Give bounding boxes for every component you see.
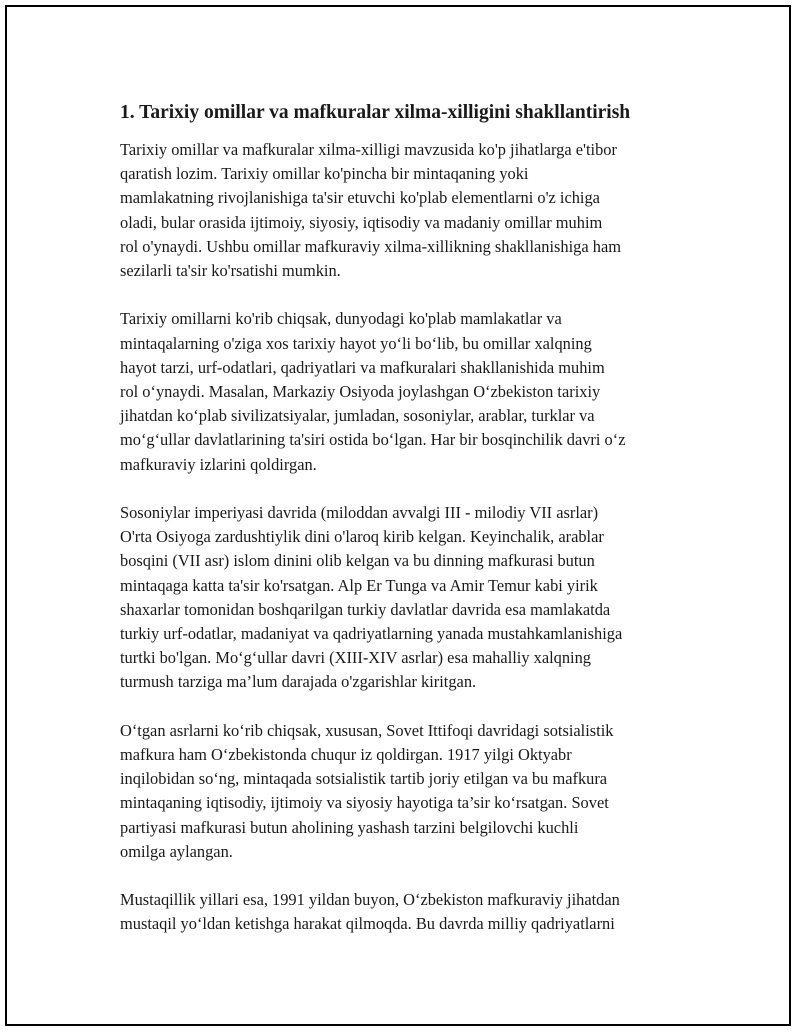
- text-line: Tarixiy omillar va mafkuralar xilma-xilligi mavzusida ko'p jihatlarga e'tibor: [120, 140, 617, 159]
- text-line: mamlakatning rivojlanishiga ta'sir etuvchi ko'plab elementlarni o'z ichiga: [120, 188, 600, 208]
- text-line: mintaqalarning o'ziga xos tarixiy hayot yo‘li bo‘lib, bu omillar xalqning: [120, 333, 592, 353]
- text-line: Mustaqillik yillari esa, 1991 yildan buyon, O‘zbekiston mafkuraviy jihatdan: [120, 890, 620, 910]
- text-line: partiyasi mafkurasi butun aholining yashash tarzini belgilovchi kuchli: [120, 817, 579, 837]
- text-line: Sosoniylar imperiyasi davrida (miloddan avvalgi III - milodiy VII asrlar): [120, 503, 599, 523]
- text-line: mintaqaga katta ta'sir ko'rsatgan. Alp Er Tunga va Amir Temur kabi yirik: [120, 575, 598, 595]
- document-title: 1. Tarixiy omillar va mafkuralar xilma-xilligini shakllantirish: [120, 102, 631, 123]
- paragraph-3: [120, 501, 700, 695]
- paragraph-1: [120, 138, 700, 283]
- text-line: mafkura ham O‘zbekistonda chuqur iz qoldirgan. 1917 yilgi Oktyabr: [120, 745, 572, 765]
- document-body: [120, 100, 700, 961]
- text-line: qaratish lozim. Tarixiy omillar ko'pincha bir mintaqaning yoki: [120, 164, 529, 184]
- text-line: hayot tarzi, urf-odatlari, qadriyatlari va mafkuralari shakllanishida muhim: [120, 357, 605, 377]
- text-line: O‘tgan asrlarni ko‘rib chiqsak, xususan, Sovet Ittifoqi davridagi sotsialistik: [120, 720, 614, 740]
- text-line: bosqini (VII asr) islom dinini olib kelgan va bu dinning mafkurasi butun: [120, 551, 595, 571]
- paragraph-4: [120, 719, 700, 864]
- text-line: turmush tarziga ma’lum darajada o'zgarishlar kiritgan.: [120, 672, 477, 692]
- text-line: rol o'ynaydi. Ushbu omillar mafkuraviy xilma-xillikning shakllanishiga ham: [120, 236, 621, 256]
- page-frame: [5, 5, 791, 1026]
- text-line: mustaqil yo‘ldan ketishga harakat qilmoqda. Bu davrda milliy qadriyatlarni: [120, 914, 615, 934]
- paragraph-2: [120, 307, 700, 476]
- text-line: turtki bo'lgan. Mo‘g‘ullar davri (XIII-XIV asrlar) esa mahalliy xalqning: [120, 648, 592, 668]
- text-line: O'rta Osiyoga zardushtiylik dini o'laroq kirib kelgan. Keyinchalik, arablar: [120, 527, 604, 547]
- text-line: sezilarli ta'sir ko'rsatishi mumkin.: [120, 261, 341, 281]
- text-line: turkiy urf-odatlar, madaniyat va qadriyatlarning yanada mustahkamlanishiga: [120, 624, 623, 644]
- text-line: rol o‘ynaydi. Masalan, Markaziy Osiyoda joylashgan O‘zbekiston tarixiy: [120, 382, 601, 402]
- text-line: shaxarlar tomonidan boshqarilgan turkiy davlatlar davrida esa mamlakatda: [120, 599, 611, 619]
- text-line: inqilobidan so‘ng, mintaqada sotsialistik tartib joriy etilgan va bu mafkura: [120, 769, 608, 789]
- text-line: Tarixiy omillarni ko'rib chiqsak, dunyodagi ko'plab mamlakatlar va: [120, 309, 562, 329]
- text-line: mafkuraviy izlarini qoldirgan.: [120, 454, 317, 474]
- paragraph-5: [120, 888, 700, 936]
- text-line: jihatdan ko‘plab sivilizatsiyalar, jumladan, sosoniylar, arablar, turklar va: [120, 406, 595, 426]
- text-line: mintaqaning iqtisodiy, ijtimoiy va siyosiy hayotiga ta’sir ko‘rsatgan. Sovet: [120, 793, 609, 813]
- text-line: omilga aylangan.: [120, 841, 233, 861]
- text-line: oladi, bular orasida ijtimoiy, siyosiy, iqtisodiy va madaniy omillar muhim: [120, 212, 603, 232]
- text-line: mo‘g‘ullar davlatlarining ta'siri ostida bo‘lgan. Har bir bosqinchilik davri o‘z: [120, 430, 626, 450]
